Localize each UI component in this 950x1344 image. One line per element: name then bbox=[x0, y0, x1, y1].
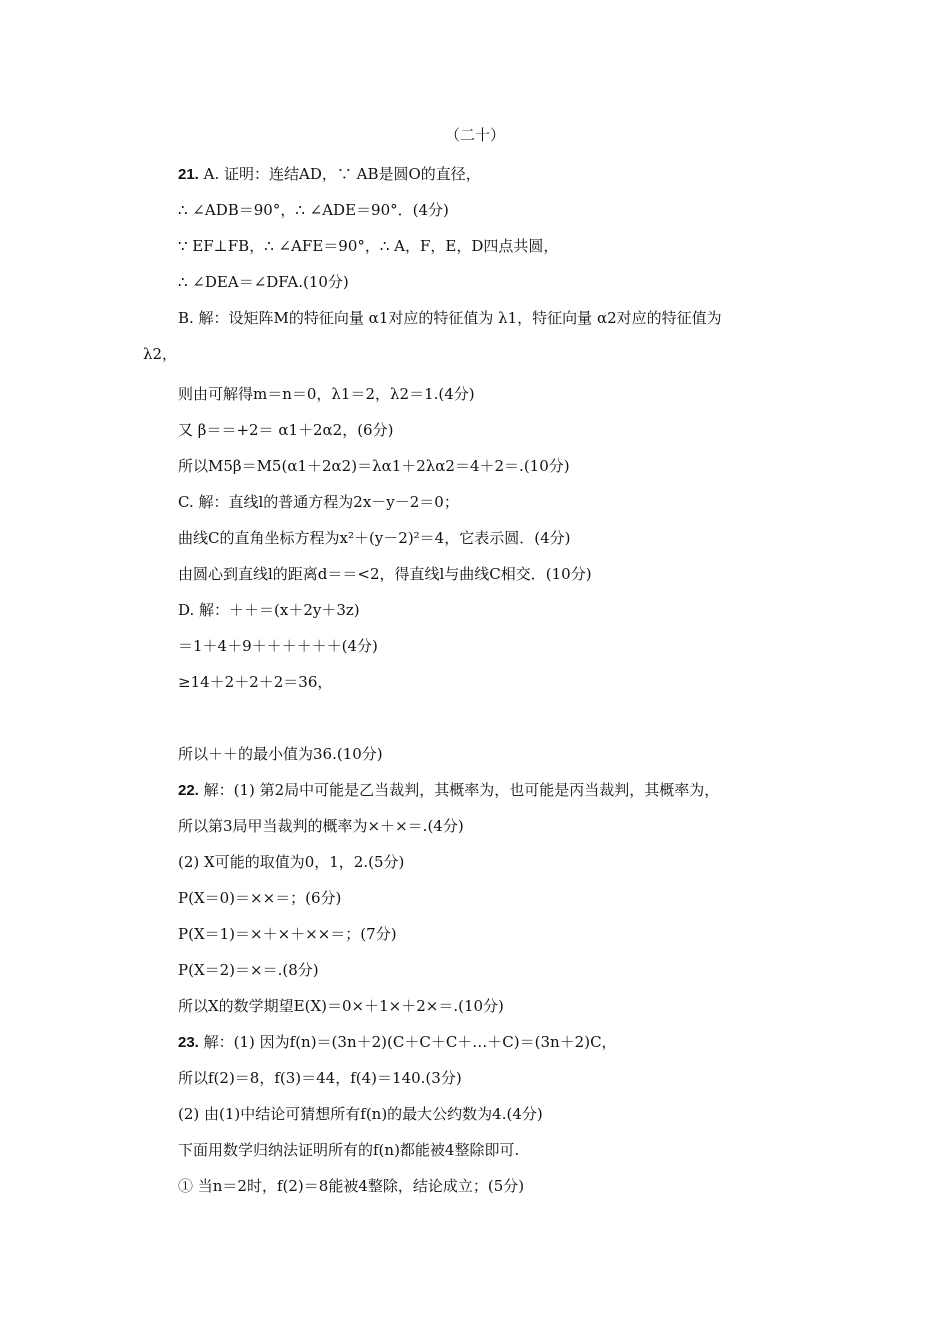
text-line bbox=[178, 272, 349, 292]
line-text: 所以第3局甲当裁判的概率为×＋×＝.(4分) bbox=[178, 817, 464, 835]
text-line bbox=[143, 344, 177, 364]
text-line bbox=[178, 888, 341, 908]
text-line bbox=[178, 164, 481, 185]
line-text: ＝1＋4＋9＋＋＋＋＋＋(4分) bbox=[178, 637, 378, 655]
line-text: P(X＝2)＝×＝.(8分) bbox=[178, 961, 319, 979]
line-text: 由圆心到直线l的距离d＝＝<2，得直线l与曲线C相交．(10分) bbox=[178, 565, 592, 583]
line-text: 又 β＝＝+2＝ α1＋2α2，(6分) bbox=[178, 421, 394, 439]
text-line bbox=[178, 236, 558, 256]
line-text: 所以＋＋的最小值为36.(10分) bbox=[178, 745, 383, 763]
line-text: 解：(1) 因为f(n)＝(3n＋2)(C＋C＋C＋…＋C)＝(3n＋2)C， bbox=[198, 1033, 617, 1051]
text-line bbox=[178, 1032, 617, 1053]
problem-number: 21. bbox=[178, 166, 199, 183]
text-line bbox=[178, 960, 319, 980]
line-text: ∵ EF⊥FB，∴ ∠AFE＝90°，∴ A，F，E，D四点共圆， bbox=[178, 237, 559, 255]
text-line bbox=[178, 744, 383, 764]
line-text: 则由可解得m＝n＝0，λ1＝2，λ2＝1.(4分) bbox=[178, 385, 475, 403]
text-line bbox=[178, 672, 332, 692]
text-line bbox=[178, 1140, 519, 1160]
text-line bbox=[178, 816, 464, 836]
line-text: 解：(1) 第2局中可能是乙当裁判，其概率为，也可能是丙当裁判，其概率为， bbox=[198, 781, 720, 799]
text-line bbox=[178, 1068, 462, 1088]
line-text: ∴ ∠ADB＝90°，∴ ∠ADE＝90°．(4分) bbox=[178, 201, 449, 219]
text-line bbox=[178, 200, 449, 220]
text-line bbox=[178, 1104, 543, 1124]
problem-number: 22. bbox=[178, 782, 199, 799]
text-line bbox=[178, 636, 378, 656]
line-text: P(X＝1)＝×＋×＋××＝；(7分) bbox=[178, 925, 397, 943]
line-text: ≥14＋2＋2＋2＝36， bbox=[178, 673, 333, 691]
line-text: ∴ ∠DEA＝∠DFA.(10分) bbox=[178, 273, 349, 291]
line-text: 所以X的数学期望E(X)＝0×＋1×＋2×＝.(10分) bbox=[178, 997, 504, 1015]
line-text: D. 解：＋＋＝(x＋2y＋3z) bbox=[178, 601, 360, 619]
text-line bbox=[178, 420, 393, 440]
text-line bbox=[178, 492, 459, 512]
line-text: C. 解：直线l的普通方程为2x－y－2＝0； bbox=[178, 493, 459, 511]
line-text: P(X＝0)＝××＝；(6分) bbox=[178, 889, 342, 907]
text-line bbox=[178, 996, 504, 1016]
section-title: （二十） bbox=[444, 126, 505, 144]
line-text: A. 证明：连结AD，∵ AB是圆O的直径， bbox=[198, 165, 481, 183]
problem-number: 23. bbox=[178, 1034, 199, 1051]
line-text: 曲线C的直角坐标方程为x²＋(y－2)²＝4，它表示圆．(4分) bbox=[178, 529, 571, 547]
text-line bbox=[178, 780, 719, 801]
text-line bbox=[178, 384, 475, 404]
text-line bbox=[178, 308, 722, 328]
text-line bbox=[178, 924, 397, 944]
text-line bbox=[178, 852, 404, 872]
line-text: λ2， bbox=[143, 345, 178, 363]
line-text: 所以f(2)＝8，f(3)＝44，f(4)＝140.(3分) bbox=[178, 1069, 462, 1087]
line-text: (2) 由(1)中结论可猜想所有f(n)的最大公约数为4.(4分) bbox=[178, 1105, 543, 1123]
text-line bbox=[178, 456, 570, 476]
text-line bbox=[178, 1176, 524, 1196]
line-text: 所以M5β＝M5(α1＋2α2)＝λα1＋2λα2＝4＋2＝.(10分) bbox=[178, 457, 570, 475]
text-line bbox=[178, 600, 360, 620]
text-line bbox=[178, 564, 592, 584]
line-text: B. 解：设矩阵M的特征向量 α1对应的特征值为 λ1，特征向量 α2对应的特征值为 bbox=[178, 309, 722, 327]
line-text: 下面用数学归纳法证明所有的f(n)都能被4整除即可. bbox=[178, 1141, 520, 1159]
line-text: (2) X可能的取值为0，1，2.(5分) bbox=[178, 853, 405, 871]
text-line bbox=[178, 528, 570, 548]
line-text: ① 当n＝2时，f(2)＝8能被4整除，结论成立；(5分) bbox=[178, 1177, 525, 1195]
